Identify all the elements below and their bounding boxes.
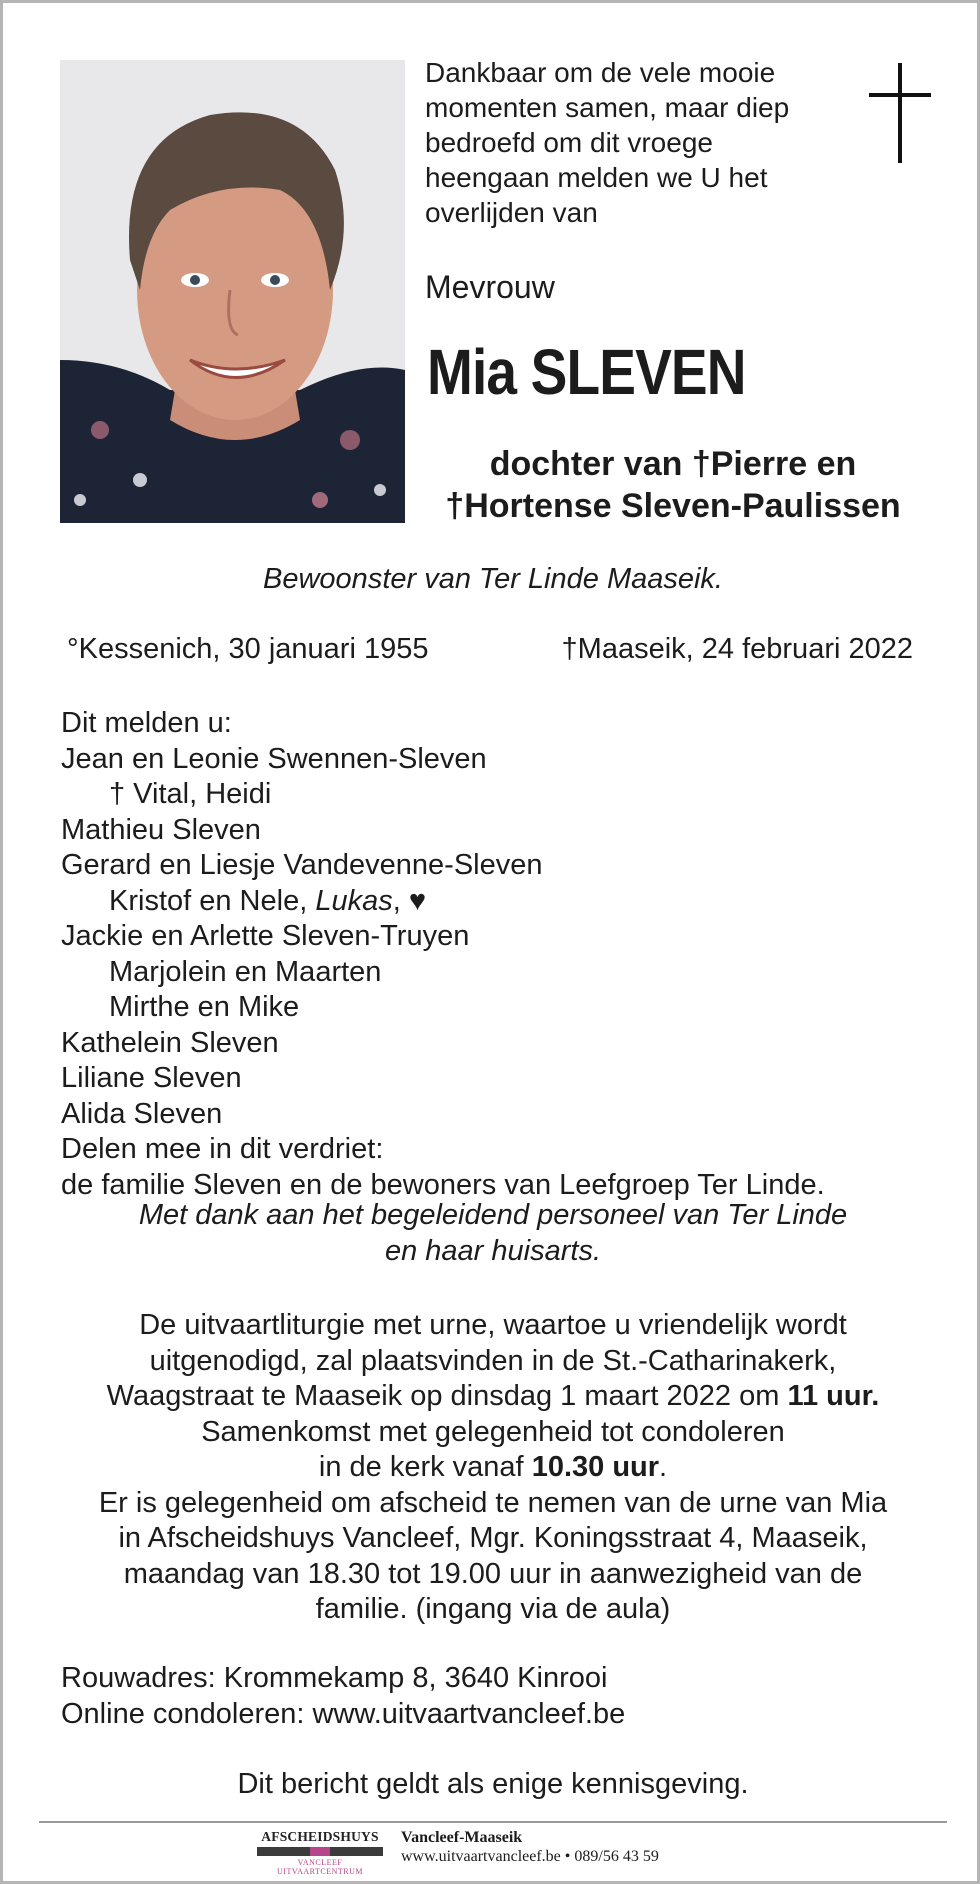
family-line: Mathieu Sleven [61,813,261,846]
portrait-illustration [60,60,405,523]
resident-note: Bewoonster van Ter Linde Maaseik. [263,563,723,595]
service-line [3,1379,980,1415]
service-time: 11 uur. [787,1380,880,1412]
family-line [61,884,941,920]
family-heading: Dit melden u: [61,707,232,739]
service-line: in Afscheidshuys Vancleef, Mgr. Koningsstraat 4, Maaseik, [118,1522,868,1554]
firm-name: Vancleef-Maaseik [401,1829,523,1846]
logo-bar [257,1847,383,1856]
thanks-line: en haar huisarts. [384,1234,601,1267]
parentage-line: dochter van †Pierre en [489,445,857,483]
funeral-home-info [401,1829,659,1867]
footer-divider [39,1821,947,1823]
service-line: Samenkomst met gelegenheid tot condoleren [201,1415,785,1448]
thanks-line: Met dank aan het begeleidend personeel van Ter Linde [138,1199,848,1231]
online-condolence: Online condoleren: www.uitvaartvancleef.be [61,1697,626,1730]
death-info: †Maaseik, 24 februari 2022 [561,633,913,665]
service-text: Waagstraat te Maaseik op dinsdag 1 maart 2022 om [106,1380,788,1412]
thanks-note [3,1198,980,1269]
parentage-line: †Hortense Sleven-Paulissen [445,487,901,525]
family-line: Alida Sleven [61,1097,223,1130]
family-line: Kathelein Sleven [61,1026,279,1059]
family-text: , ♥ [392,884,427,917]
logo-subtitle: VANCLEEF UITVAARTCENTRUM [277,1858,363,1876]
firm-contact: www.uitvaartvancleef.be • 089/56 43 59 [401,1848,659,1865]
intro-line: overlijden van [425,197,598,228]
service-line: De uitvaartliturgie met urne, waartoe u vriendelijk wordt [139,1309,847,1341]
intro-line: bedroefd om dit vroege [425,127,713,158]
service-line: Er is gelegenheid om afscheid te nemen van de urne van Mia [98,1486,888,1519]
family-line: Gerard en Liesje Vandevenne-Sleven [61,849,543,881]
service-text: . [659,1451,668,1483]
family-list [61,706,941,1203]
service-line: uitgenodigd, zal plaatsvinden in de St.-Catharinakerk, [149,1344,837,1377]
service-line: maandag van 18.30 tot 19.00 uur in aanwezigheid van de [123,1557,863,1590]
family-line: Delen mee in dit verdriet: [61,1133,384,1165]
family-line: Marjolein en Maarten [109,955,382,988]
birth-info: °Kessenich, 30 januari 1955 [67,633,429,665]
parentage [423,443,923,527]
intro-line: momenten samen, maar diep [425,92,790,123]
intro-line: Dankbaar om de vele mooie [425,57,776,88]
logo-wordmark: AFSCHEIDSHUYS [261,1829,379,1844]
service-line [3,1450,980,1486]
family-text-italic: Lukas [315,884,393,917]
service-text: in de kerk vanaf [318,1451,532,1483]
family-text: Kristof en Nele, [109,884,316,917]
family-line: † Vital, Heidi [109,778,272,810]
intro-line: heengaan melden we U het [425,162,768,193]
family-line: Mirthe en Mike [109,991,300,1023]
intro-text [425,55,855,230]
salutation: Mevrouw [425,269,555,305]
family-line: Jackie en Arlette Sleven-Truyen [61,920,470,952]
family-line: Jean en Leonie Swennen-Sleven [61,742,487,775]
mourning-address: Rouwadres: Krommekamp 8, 3640 Kinrooi [61,1662,608,1694]
notice-text: Dit bericht geldt als enige kennisgeving. [237,1768,749,1800]
family-line: de familie Sleven en de bewoners van Leefgroep Ter Linde. [61,1168,825,1201]
deceased-name: Mia SLEVEN [427,336,746,408]
funeral-home-logo [257,1829,383,1876]
portrait-photo [60,60,405,523]
service-info [3,1308,980,1628]
condolence-time: 10.30 uur [531,1451,660,1483]
service-line: familie. (ingang via de aula) [315,1593,671,1625]
cross-icon [869,63,931,163]
family-line: Liliane Sleven [61,1062,242,1094]
contact-block [61,1661,625,1732]
